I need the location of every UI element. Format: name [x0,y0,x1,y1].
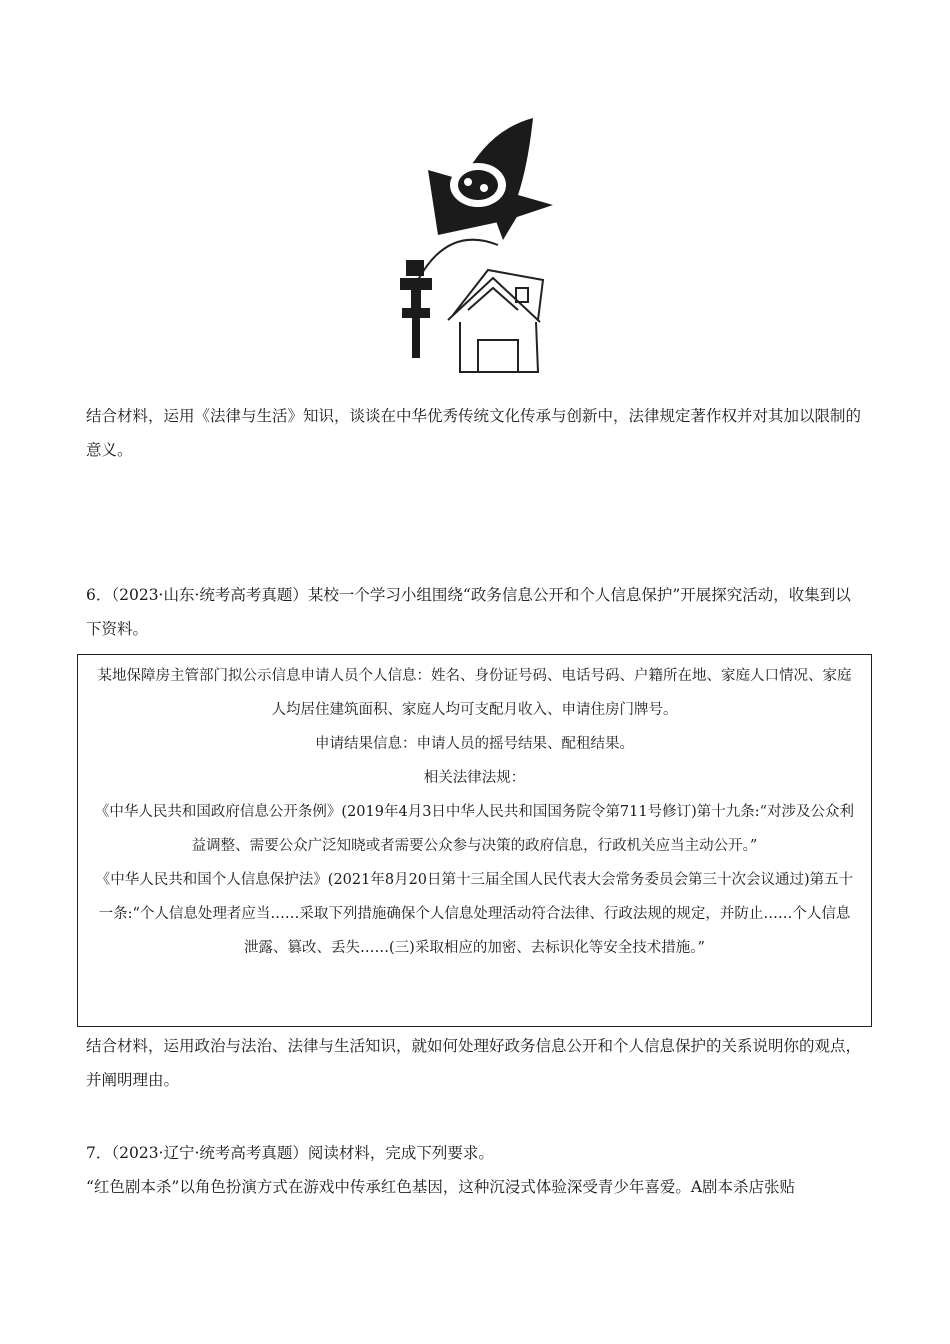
lantern-icon [400,260,432,358]
q6-box-p4: 《中华人民共和国政府信息公开条例》(2019年4月3日中华人民共和国国务院令第711号修订)第十九条:“对涉及公众利益调整、需要公众广泛知晓或者需要公众参与决策的政府信息，行政机关应当主动公开。” [94,804,855,854]
q7-intro: 7．（2023·辽宁·统考高考真题）阅读材料，完成下列要求。 [86,1144,494,1162]
house-icon [448,270,543,372]
q6-box-p1: 某地保障房主管部门拟公示信息申请人员个人信息：姓名、身份证号码、电话号码、户籍所在地、家庭人口情况、家庭人均居住建筑面积、家庭人均可支配月收入、申请住房门牌号。 [97,668,852,718]
lantern-house-illustration [368,110,568,380]
q7-text: “红色剧本杀”以角色扮演方式在游戏中传承红色基因，这种沉浸式体验深受青少年喜爱。A剧本杀店张贴 [86,1178,796,1196]
q6-prompt: 结合材料，运用政治与法治、法律与生活知识，就如何处理好政务信息公开和个人信息保护的关系说明你的观点，并阐明理由。 [86,1037,862,1089]
q5-prompt: 结合材料，运用《法律与生活》知识，谈谈在中华优秀传统文化传承与创新中，法律规定著作权并对其加以限制的意义。 [86,407,862,459]
q6-materials-box [77,654,872,1027]
q6-box-p3: 相关法律法规： [423,770,526,786]
q6-intro: 6．（2023·山东·统考高考真题）某校一个学习小组围绕“政务信息公开和个人信息保护”开展探究活动，收集到以下资料。 [86,586,851,638]
q6-box-p2: 申请结果信息：申请人员的摇号结果、配租结果。 [315,736,634,752]
hat-icon [428,118,553,240]
q6-box-p5: 《中华人民共和国个人信息保护法》(2021年8月20日第十三届全国人民代表大会常务委员会第三十次会议通过)第五十一条:“个人信息处理者应当……采取下列措施确保个人信息处理活动符合法律、行政法规的规定，并防止……个人信息泄露、篡改、丢失……(三)采取相应的加密、去标识化等安全技术措施。” [95,872,854,956]
